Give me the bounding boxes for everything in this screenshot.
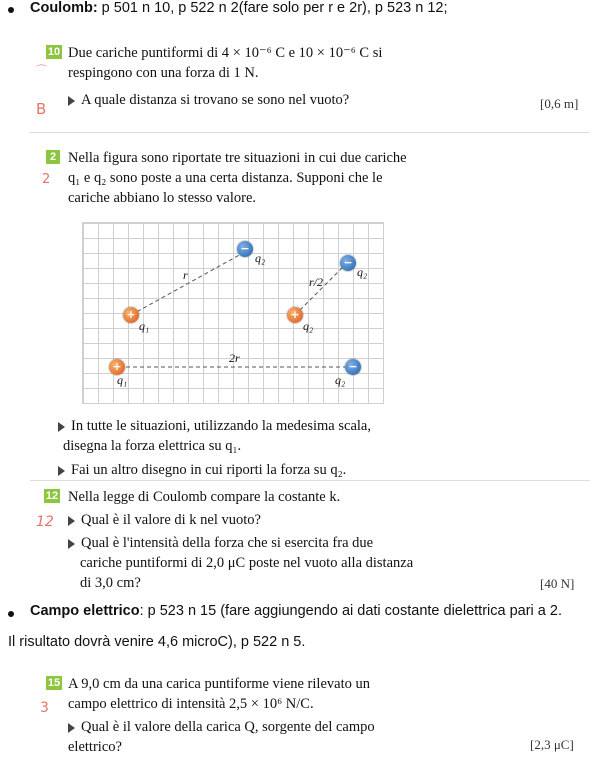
- exercise-12-text: [68, 487, 588, 593]
- coulomb-bullet: [30, 0, 448, 16]
- arrow-icon: [68, 539, 75, 549]
- handwritten-2: 2: [42, 172, 51, 187]
- exercise-number-badge: 15: [47, 677, 61, 689]
- question-b-text: Fai un altro disegno in cui riporti la forza su q₂.: [71, 462, 347, 478]
- exercise-2-question-a2: disegna la forza elettrica su q₁.: [63, 438, 242, 454]
- exercise-15-q1: [68, 717, 588, 737]
- handwritten-mark: ⌒: [36, 64, 47, 77]
- positive-charge: +: [287, 307, 303, 323]
- question-a1-text: In tutte le situazioni, utilizzando la medesima scala,: [71, 418, 371, 434]
- divider: [30, 480, 590, 481]
- exercise-12-q2c: di 3,0 cm?: [80, 575, 141, 591]
- label-q1: q₁: [139, 319, 150, 333]
- negative-charge-q2: −: [237, 241, 253, 257]
- exercise-2-question-a1: [58, 416, 598, 436]
- exercise-10-line1: Due cariche puntiformi di 4 × 10⁻⁶ C e 10 × 10⁻⁶ C si: [68, 45, 383, 61]
- divider: [30, 132, 590, 133]
- q1-text: Qual è il valore di k nel vuoto?: [81, 512, 261, 528]
- exercise-12-q2: [68, 533, 588, 553]
- label-2r: 2r: [229, 351, 240, 365]
- coulomb-text: p 501 n 10, p 522 n 2(fare solo per r e 2r), p 523 n 12;: [97, 0, 448, 16]
- arrow-icon: [68, 723, 75, 733]
- bullet-dot: [8, 7, 14, 13]
- exercise-10-question: [68, 90, 349, 110]
- exercise-10-question-text: A quale distanza si trovano se sono nel vuoto?: [81, 92, 350, 108]
- campo-elettrico-bullet: [30, 603, 562, 619]
- exercise-2-line2: q₁ e q₂ sono poste a una certa distanza. Supponi che le: [68, 170, 383, 186]
- campo-text: : p 523 n 15 (fare aggiungendo ai dati costante dielettrica pari a 2.: [139, 603, 562, 619]
- handwritten-b: B: [36, 100, 47, 118]
- exercise-12-q2b: cariche puntiformi di 2,0 μC poste nel vuoto alla distanza: [80, 555, 414, 571]
- exercise-10-answer: [0,6 m]: [540, 96, 579, 111]
- exercise-12-answer: [40 N]: [540, 576, 575, 591]
- q1-text: Qual è il valore della carica Q, sorgente del campo: [81, 719, 375, 735]
- campo-head: Campo elettrico: [30, 603, 140, 619]
- exercise-2-questions: [58, 416, 598, 480]
- exercise-2-line3: cariche abbiano lo stesso valore.: [68, 190, 257, 206]
- handwritten-12: 12: [36, 514, 54, 530]
- exercise-2-line1: Nella figura sono riportate tre situazioni in cui due cariche: [68, 150, 407, 166]
- exercise-number-badge: 10: [47, 46, 61, 58]
- label-q1: q₁: [117, 373, 128, 387]
- exercise-12-q1: [68, 510, 588, 530]
- bullet-dot: [8, 611, 14, 617]
- label-r-half: r/2: [309, 275, 324, 289]
- exercise-2-text: [68, 148, 588, 208]
- arrow-icon: [68, 96, 75, 106]
- q2a-text: Qual è l'intensità della forza che si esercita fra due: [81, 535, 374, 551]
- exercise-10-text: [68, 43, 588, 83]
- arrow-icon: [58, 466, 65, 476]
- positive-charge-q1: +: [109, 359, 125, 375]
- exercise-10-line2: respingono con una forza di 1 N.: [68, 65, 259, 81]
- label-q2: q₂: [255, 251, 266, 265]
- exercise-15-line1: A 9,0 cm da una carica puntiforme viene rilevato un: [68, 676, 370, 692]
- exercise-15-q2: elettrico?: [68, 739, 122, 755]
- positive-charge-q1: +: [123, 307, 139, 323]
- label-q2: q₂: [303, 319, 314, 333]
- negative-charge-q2: −: [345, 359, 361, 375]
- arrow-icon: [58, 422, 65, 432]
- exercise-15-answer: [2,3 μC]: [530, 737, 574, 752]
- label-q2: q₂: [335, 373, 346, 387]
- negative-charge-q2: −: [340, 255, 356, 271]
- exercise-number-badge: 2: [46, 150, 60, 164]
- handwritten-3: 3: [40, 700, 49, 716]
- exercise-15-line2: campo elettrico di intensità 2,5 × 10⁶ N/C.: [68, 696, 314, 712]
- campo-continuation: Il risultato dovrà venire 4,6 microC), p 522 n 5.: [8, 634, 306, 650]
- exercise-2-question-b: [58, 460, 598, 480]
- exercise-12-line1: Nella legge di Coulomb compare la costante k.: [68, 489, 341, 505]
- charges-figure: [82, 222, 384, 404]
- exercise-number-badge: 12: [45, 490, 59, 502]
- arrow-icon: [68, 516, 75, 526]
- coulomb-head: Coulomb:: [30, 0, 98, 16]
- label-q2: q₂: [357, 265, 368, 279]
- exercise-15-text: [68, 674, 588, 757]
- label-r: r: [183, 268, 188, 282]
